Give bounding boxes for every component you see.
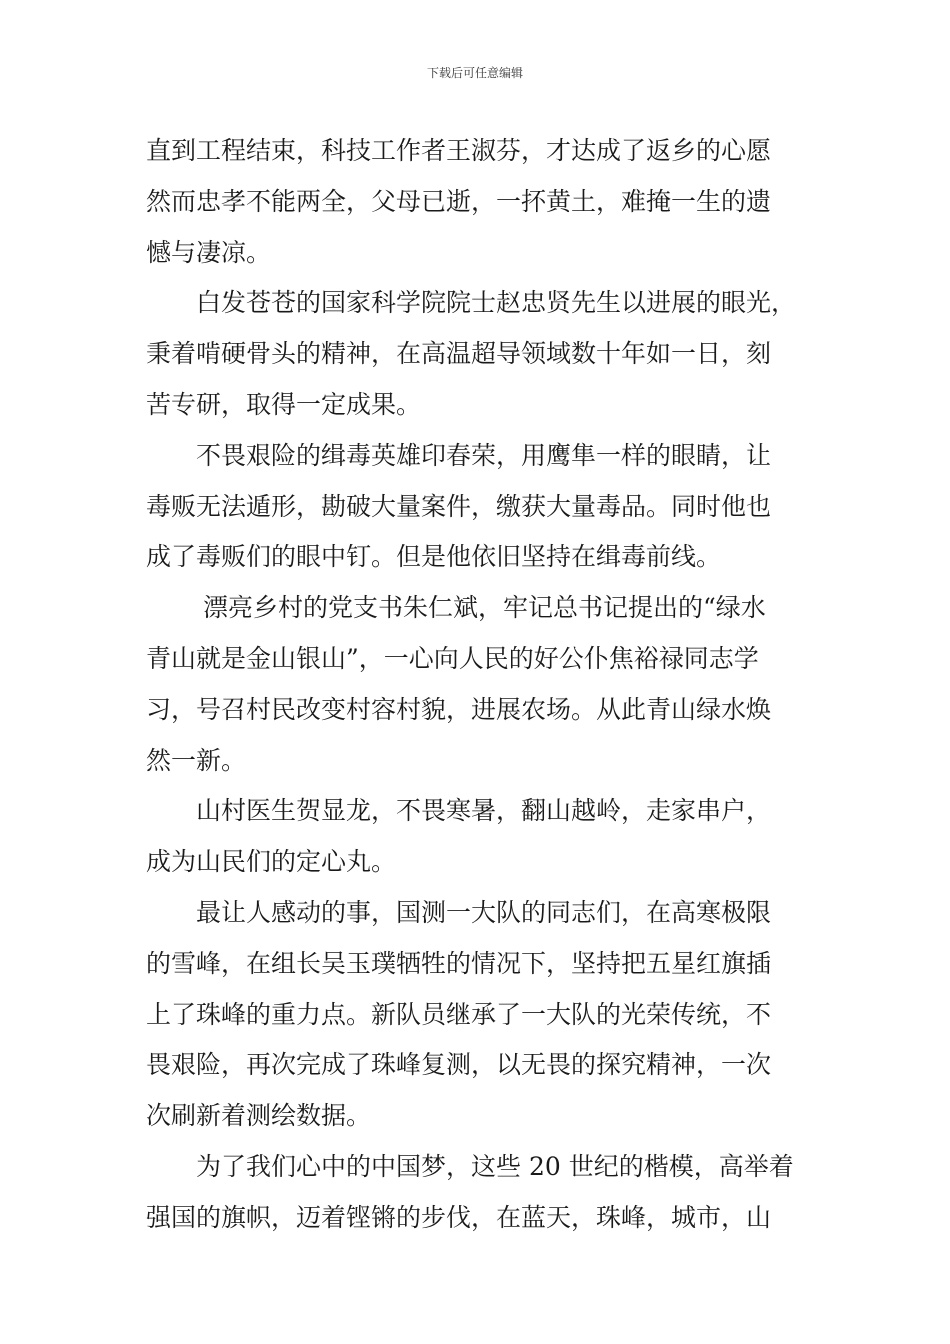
text-line: 憾与凄凉。 bbox=[146, 237, 272, 267]
text-line: 然而忠孝不能两全，父母已逝，一抔黄土，难掩一生的遗 bbox=[146, 186, 772, 216]
text-line: 苦专研，取得一定成果。 bbox=[146, 389, 422, 419]
text-line: 秉着啃硬骨头的精神，在高温超导领域数十年如一日，刻 bbox=[146, 339, 772, 369]
text-line: 上了珠峰的重力点。新队员继承了一大队的光荣传统，不 bbox=[146, 999, 772, 1029]
text-line: 漂亮乡村的党支书朱仁斌，牢记总书记提出的“绿水 bbox=[203, 593, 766, 623]
paragraph bbox=[146, 284, 826, 436]
paragraph bbox=[146, 132, 826, 284]
text-line: 为了我们心中的中国梦，这些 20 世纪的楷模，高举着 bbox=[196, 1151, 794, 1181]
text-line: 毒贩无法遁形，勘破大量案件，缴获大量毒品。同时他也 bbox=[146, 491, 772, 521]
text-line: 白发苍苍的国家科学院院士赵忠贤先生以进展的眼光， bbox=[196, 288, 797, 318]
paragraph bbox=[146, 589, 826, 792]
paragraph bbox=[146, 1148, 826, 1250]
text-line: 然一新。 bbox=[146, 745, 247, 775]
text-line: 最让人感动的事，国测一大队的同志们，在高寒极限 bbox=[196, 897, 772, 927]
text-line: 直到工程结束，科技工作者王淑芬，才达成了返乡的心愿 bbox=[146, 136, 772, 165]
page-header: 下载后可任意编辑 bbox=[426, 66, 523, 80]
paragraph bbox=[146, 792, 826, 894]
text-line: 山村医生贺显龙，不畏寒暑，翻山越岭，走家串户， bbox=[196, 796, 772, 826]
text-line: 畏艰险，再次完成了珠峰复测，以无畏的探究精神，一次 bbox=[146, 1050, 772, 1080]
text-line: 的雪峰，在组长吴玉璞牺牲的情况下，坚持把五星红旗插 bbox=[146, 948, 772, 978]
text-line: 强国的旗帜，迈着铿锵的步伐，在蓝天，珠峰，城市，山 bbox=[146, 1202, 772, 1232]
text-line: 青山就是金山银山”，一心向人民的好公仆焦裕禄同志学 bbox=[146, 643, 759, 673]
text-line: 次刷新着测绘数据。 bbox=[146, 1101, 372, 1131]
paragraph bbox=[146, 437, 826, 589]
text-line: 成了毒贩们的眼中钉。但是他依旧坚持在缉毒前线。 bbox=[146, 542, 722, 572]
document-body bbox=[146, 132, 826, 1250]
text-line: 不畏艰险的缉毒英雄印春荣，用鹰隼一样的眼睛，让 bbox=[196, 440, 772, 470]
text-line: 习，号召村民改变村容村貌，进展农场。从此青山绿水焕 bbox=[146, 694, 772, 724]
paragraph bbox=[146, 894, 826, 1148]
text-line: 成为山民们的定心丸。 bbox=[146, 847, 397, 877]
